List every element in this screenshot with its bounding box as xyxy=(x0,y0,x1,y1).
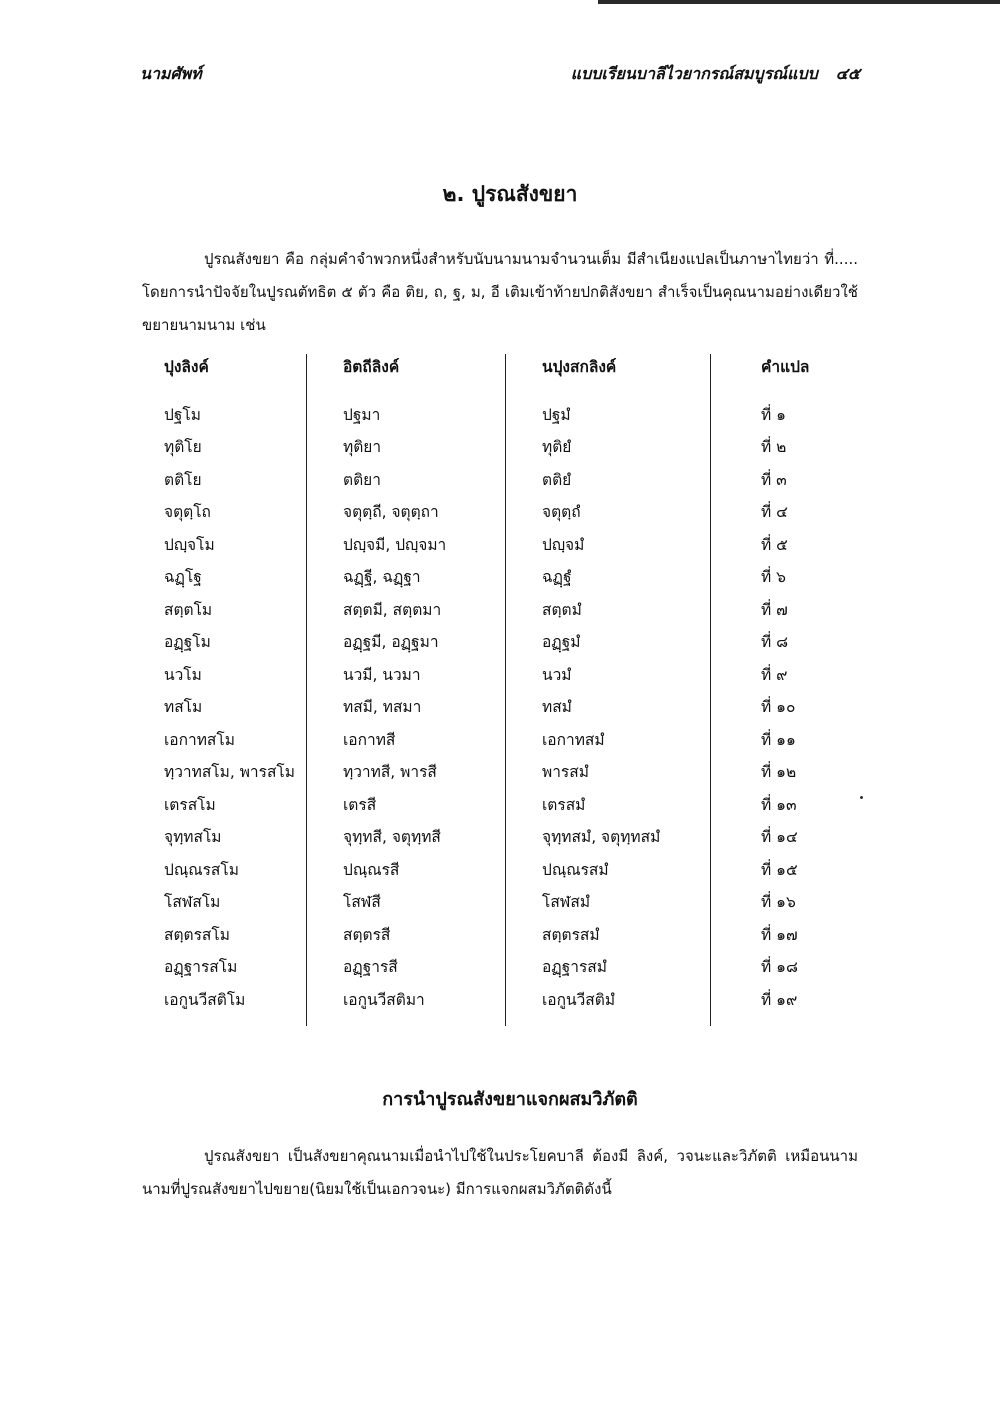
column-header-translation: คำแปล xyxy=(761,358,810,376)
scan-speck xyxy=(860,796,863,799)
cell-feminine: ฉฏฺฐี, ฉฏฺฐา xyxy=(307,561,506,594)
cell-masculine: โสฬสโม xyxy=(150,886,307,919)
cell-feminine: ทสมี, ทสมา xyxy=(307,691,506,724)
cell-translation: ที่ ๑๒ xyxy=(761,763,797,782)
cell-neuter: ปณฺณรสมํ xyxy=(506,853,711,886)
cell-masculine: นวโม xyxy=(150,658,307,691)
cell-neuter: เอกูนวีสติมํ xyxy=(506,983,711,1026)
cell-translation: ที่ ๔ xyxy=(761,503,788,522)
cell-neuter: เอกาทสมํ xyxy=(506,723,711,756)
table-row xyxy=(150,561,810,594)
page-number: ๔๕ xyxy=(835,64,860,83)
intro-paragraph xyxy=(142,243,858,342)
cell-neuter: ตติยํ xyxy=(506,463,711,496)
cell-neuter: สตฺตมํ xyxy=(506,593,711,626)
table-row xyxy=(150,496,810,529)
section-title: ๒. ปูรณสังขยา xyxy=(442,182,578,206)
table-row xyxy=(150,593,810,626)
cell-masculine: ทฺวาทสโม, พารสโม xyxy=(150,756,307,789)
cell-translation: ที่ ๓ xyxy=(761,470,787,489)
cell-feminine: สตฺตรสี xyxy=(307,918,506,951)
table-row xyxy=(150,983,810,1026)
cell-feminine: จตุตฺถี, จตุตฺถา xyxy=(307,496,506,529)
chapter-label: นามศัพท์ xyxy=(140,64,202,83)
cell-translation: ที่ ๑๑ xyxy=(761,730,796,749)
cell-translation: ที่ ๒ xyxy=(761,438,787,457)
cell-masculine: สตฺตโม xyxy=(150,593,307,626)
cell-neuter: ปญฺจมํ xyxy=(506,528,711,561)
cell-feminine: ทฺวาทสี, พารสี xyxy=(307,756,506,789)
cell-translation: ที่ ๑๐ xyxy=(761,698,796,717)
cell-masculine: ตติโย xyxy=(150,463,307,496)
table-row xyxy=(150,918,810,951)
cell-feminine: เตรสี xyxy=(307,788,506,821)
cell-masculine: ทสโม xyxy=(150,691,307,724)
cell-translation: ที่ ๑๖ xyxy=(761,893,796,912)
cell-translation: ที่ ๑๕ xyxy=(761,860,798,879)
column-header-feminine: อิตถีลิงค์ xyxy=(307,354,506,398)
book-title xyxy=(571,62,860,87)
running-header xyxy=(140,62,860,86)
cell-translation: ที่ ๙ xyxy=(761,665,788,684)
table-row xyxy=(150,658,810,691)
table-row xyxy=(150,788,810,821)
cell-masculine: จตุตฺโถ xyxy=(150,496,307,529)
cell-neuter: พารสมํ xyxy=(506,756,711,789)
column-header-masculine: ปุงลิงค์ xyxy=(150,354,307,398)
cell-masculine: ทุติโย xyxy=(150,431,307,464)
cell-translation: ที่ ๕ xyxy=(761,535,788,554)
table-row xyxy=(150,398,810,431)
cell-translation: ที่ ๑๓ xyxy=(761,795,797,814)
ordinal-numbers-table xyxy=(150,354,810,1026)
cell-neuter: เตรสมํ xyxy=(506,788,711,821)
table-row xyxy=(150,821,810,854)
cell-masculine: ปฐโม xyxy=(150,398,307,431)
cell-translation: ที่ ๖ xyxy=(761,568,786,587)
cell-feminine: ปณฺณรสี xyxy=(307,853,506,886)
cell-translation: ที่ ๗ xyxy=(761,600,788,619)
cell-feminine: อฏฺฐารสี xyxy=(307,951,506,984)
cell-neuter: โสฬสมํ xyxy=(506,886,711,919)
cell-masculine: จุทฺทสโม xyxy=(150,821,307,854)
cell-feminine: สตฺตมี, สตฺตมา xyxy=(307,593,506,626)
cell-translation: ที่ ๑ xyxy=(761,405,786,424)
table-row xyxy=(150,691,810,724)
cell-neuter: จุทฺทสมํ, จตุทฺทสมํ xyxy=(506,821,711,854)
intro-paragraph-text: ปูรณสังขยา คือ กลุ่มคำจำพวกหนึ่งสำหรับนับนามนามจำนวนเต็ม มีสำเนียงแปลเป็นภาษาไทยว่า ที่..... โดยการนำปัจจัยในปูรณตัทธิต ๕ ตัว คือ ติย, ถ, ฐ, ม, อี เติมเข้าท้ายปกติสังขยา สำเร็จเป็นคุณนามอย่างเดียวใช้ขยายนามนาม เช่น xyxy=(142,250,858,334)
cell-translation: ที่ ๑๔ xyxy=(761,828,798,847)
table-row xyxy=(150,853,810,886)
top-border-line xyxy=(598,0,1000,4)
cell-masculine: อฏฺฐารสโม xyxy=(150,951,307,984)
cell-neuter: จตุตฺถํ xyxy=(506,496,711,529)
cell-translation: ที่ ๑๗ xyxy=(761,925,798,944)
cell-translation: ที่ ๑๙ xyxy=(761,990,798,1009)
cell-feminine: จุทฺทสี, จตุทฺทสี xyxy=(307,821,506,854)
closing-paragraph-text: ปูรณสังขยา เป็นสังขยาคุณนามเมื่อนำไปใช้ในประโยคบาลี ต้องมี ลิงค์, วจนะและวิภัตติ เหมือนนามนามที่ปูรณสังขยาไปขยาย(นิยมใช้เป็นเอกวจนะ) มีการแจกผสมวิภัตติดังนี้ xyxy=(142,1147,858,1198)
cell-feminine: เอกาทสี xyxy=(307,723,506,756)
cell-feminine: นวมี, นวมา xyxy=(307,658,506,691)
closing-paragraph xyxy=(142,1140,858,1206)
cell-neuter: ทุติยํ xyxy=(506,431,711,464)
cell-masculine: ฉฏฺโฐ xyxy=(150,561,307,594)
subheading: การนำปูรณสังขยาแจกผสมวิภัตติ xyxy=(382,1089,638,1110)
cell-translation: ที่ ๘ xyxy=(761,633,789,652)
column-header-neuter: นปุงสกลิงค์ xyxy=(506,354,711,398)
cell-feminine: อฏฺฐมี, อฏฺฐมา xyxy=(307,626,506,659)
cell-neuter: ฉฏฺฐํ xyxy=(506,561,711,594)
cell-masculine: อฏฺฐโม xyxy=(150,626,307,659)
cell-feminine: ปญฺจมี, ปญฺจมา xyxy=(307,528,506,561)
cell-masculine: เอกูนวีสติโม xyxy=(150,983,307,1026)
cell-masculine: ปณฺณรสโม xyxy=(150,853,307,886)
table-row xyxy=(150,886,810,919)
cell-masculine: สตฺตรสโม xyxy=(150,918,307,951)
cell-feminine: ปฐมา xyxy=(307,398,506,431)
table-row xyxy=(150,463,810,496)
cell-neuter: สตฺตรสมํ xyxy=(506,918,711,951)
book-title-text: แบบเรียนบาลีไวยากรณ์สมบูรณ์แบบ xyxy=(570,64,818,83)
table-row xyxy=(150,528,810,561)
cell-feminine: ทุติยา xyxy=(307,431,506,464)
table-row xyxy=(150,756,810,789)
cell-translation: ที่ ๑๘ xyxy=(761,958,798,977)
table-row xyxy=(150,951,810,984)
cell-neuter: ทสมํ xyxy=(506,691,711,724)
cell-neuter: อฏฺฐารสมํ xyxy=(506,951,711,984)
table-row xyxy=(150,431,810,464)
cell-feminine: ตติยา xyxy=(307,463,506,496)
table-body xyxy=(150,398,810,1026)
table-header-row xyxy=(150,354,810,398)
table-row xyxy=(150,626,810,659)
cell-feminine: โสฬสี xyxy=(307,886,506,919)
cell-neuter: อฏฺฐมํ xyxy=(506,626,711,659)
cell-masculine: ปญฺจโม xyxy=(150,528,307,561)
table-row xyxy=(150,723,810,756)
cell-feminine: เอกูนวีสติมา xyxy=(307,983,506,1026)
cell-neuter: ปฐมํ xyxy=(506,398,711,431)
cell-masculine: เอกาทสโม xyxy=(150,723,307,756)
cell-neuter: นวมํ xyxy=(506,658,711,691)
cell-masculine: เตรสโม xyxy=(150,788,307,821)
